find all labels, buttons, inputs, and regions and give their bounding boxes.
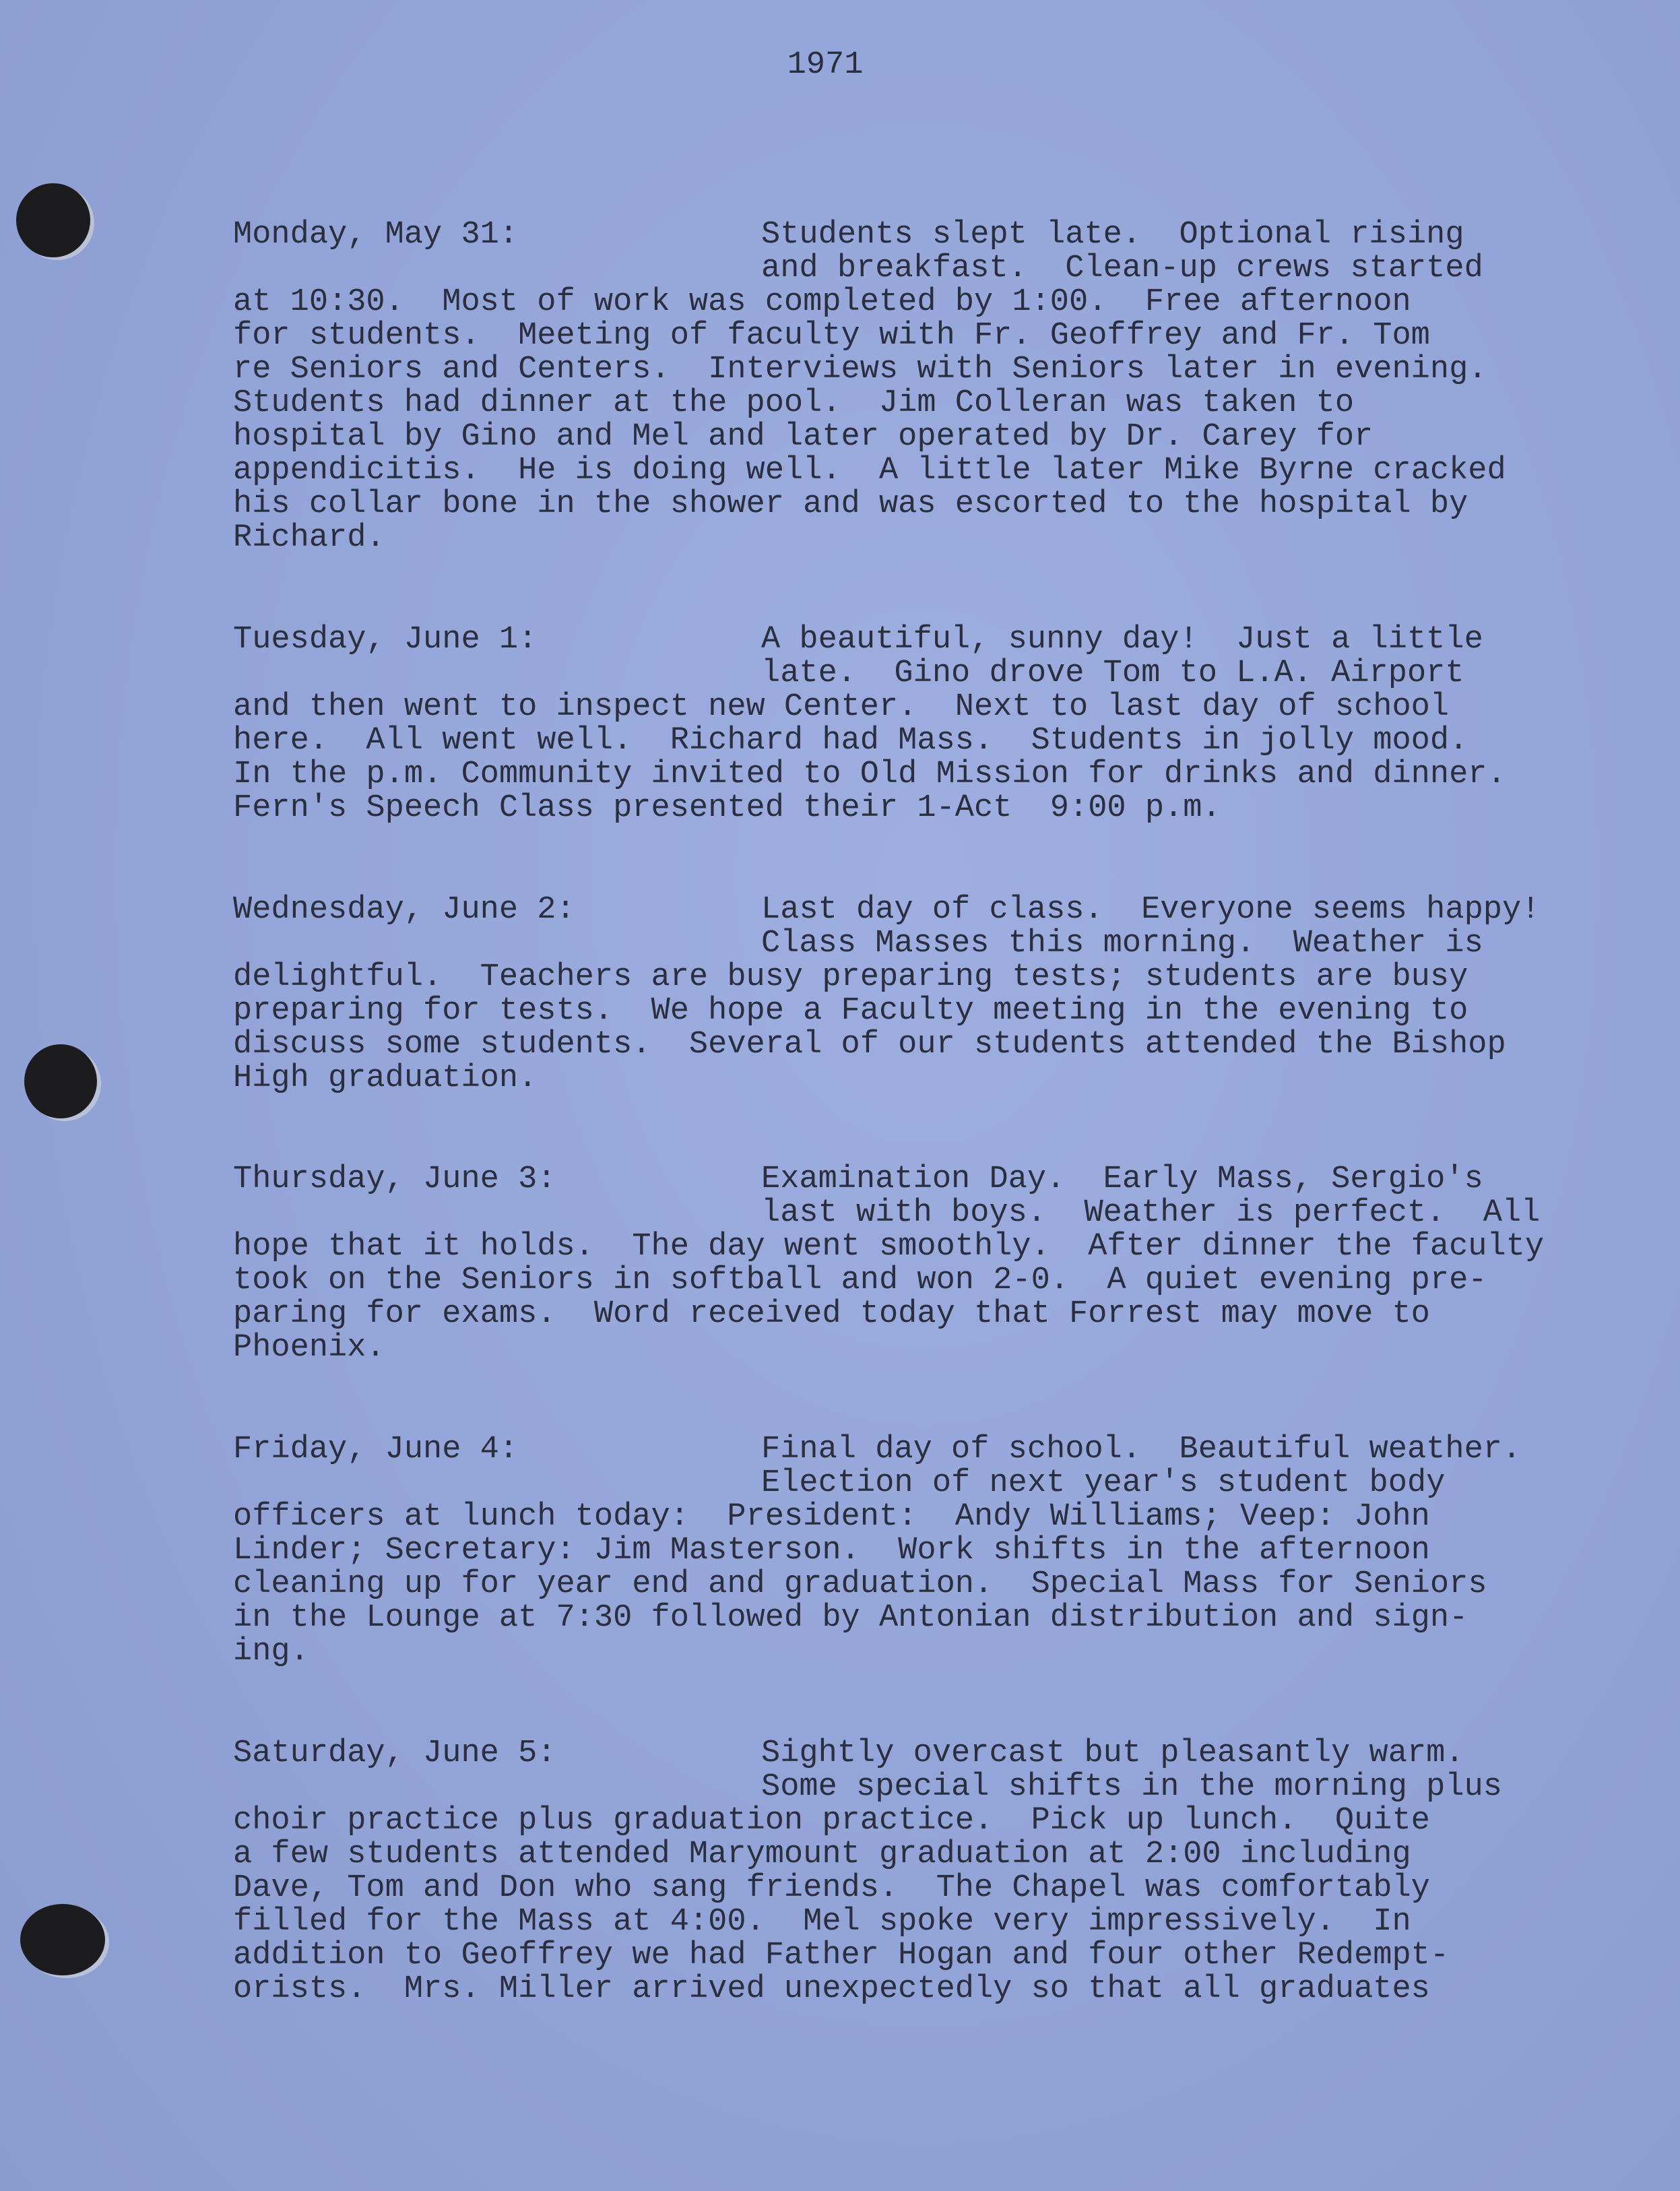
- entry-line: Students slept late. Optional rising: [761, 217, 1464, 253]
- entry-line: his collar bone in the shower and was escorted to the hospital by: [233, 486, 1468, 522]
- diary-entry: [233, 893, 1648, 1096]
- entry-line: filled for the Mass at 4:00. Mel spoke very impressively. In: [233, 1904, 1411, 1940]
- entry-line: A beautiful, sunny day! Just a little: [761, 622, 1483, 658]
- entry-line: ing.: [233, 1634, 309, 1670]
- entry-line: and then went to inspect new Center. Next to last day of school: [233, 689, 1450, 725]
- entry-date: Wednesday, June 2:: [233, 892, 575, 928]
- entry-line: Fern's Speech Class presented their 1-Act 9:00 p.m.: [233, 790, 1221, 826]
- entry-line: for students. Meeting of faculty with Fr. Geoffrey and Fr. Tom: [233, 318, 1430, 354]
- binder-hole-middle: [24, 1044, 97, 1118]
- page-year: 1971: [787, 47, 864, 83]
- entry-line: took on the Seniors in softball and won 2-0. A quiet evening pre-: [233, 1263, 1487, 1298]
- entry-line: officers at lunch today: President: Andy Williams; Veep: John: [233, 1499, 1430, 1535]
- diary-entry: [233, 218, 1648, 555]
- diary-entry: [233, 1433, 1648, 1669]
- entry-line: Sightly overcast but pleasantly warm.: [761, 1736, 1464, 1771]
- entry-line: Richard.: [233, 520, 385, 556]
- entry-date: Friday, June 4:: [233, 1432, 519, 1467]
- entry-line: paring for exams. Word received today that Forrest may move to: [233, 1296, 1430, 1332]
- entry-line: late. Gino drove Tom to L.A. Airport: [761, 656, 1464, 691]
- entry-line: delightful. Teachers are busy preparing tests; students are busy: [233, 959, 1468, 995]
- entry-line: appendicitis. He is doing well. A little later Mike Byrne cracked: [233, 453, 1506, 488]
- entry-line: High graduation.: [233, 1060, 538, 1096]
- entry-line: here. All went well. Richard had Mass. Students in jolly mood.: [233, 723, 1468, 759]
- entry-line: Class Masses this morning. Weather is: [761, 926, 1483, 961]
- entry-line: a few students attended Marymount graduation at 2:00 including: [233, 1837, 1411, 1872]
- entry-line: In the p.m. Community invited to Old Mission for drinks and dinner.: [233, 757, 1506, 792]
- entry-date: Saturday, June 5:: [233, 1736, 556, 1771]
- entry-line: Linder; Secretary: Jim Masterson. Work shifts in the afternoon: [233, 1533, 1430, 1568]
- entry-line: in the Lounge at 7:30 followed by Antonian distribution and sign-: [233, 1600, 1468, 1636]
- diary-entry: [233, 1737, 1648, 2006]
- binder-hole-top: [16, 183, 90, 257]
- entry-date: Monday, May 31:: [233, 217, 519, 253]
- entry-line: and breakfast. Clean-up crews started: [761, 251, 1483, 286]
- entry-line: addition to Geoffrey we had Father Hogan and four other Redempt-: [233, 1938, 1450, 1973]
- diary-entry: [233, 1163, 1648, 1365]
- entry-line: Final day of school. Beautiful weather.: [761, 1432, 1522, 1467]
- entry-line: Students had dinner at the pool. Jim Colleran was taken to: [233, 385, 1355, 421]
- entry-line: Phoenix.: [233, 1330, 385, 1366]
- entry-line: discuss some students. Several of our students attended the Bishop: [233, 1027, 1506, 1062]
- entry-line: re Seniors and Centers. Interviews with Seniors later in evening.: [233, 352, 1487, 387]
- diary-entry: [233, 623, 1648, 825]
- entry-line: at 10:30. Most of work was completed by 1:00. Free afternoon: [233, 284, 1411, 320]
- entry-line: choir practice plus graduation practice. Pick up lunch. Quite: [233, 1803, 1430, 1839]
- entry-line: cleaning up for year end and graduation. Special Mass for Seniors: [233, 1566, 1487, 1602]
- entry-line: hospital by Gino and Mel and later operated by Dr. Carey for: [233, 419, 1374, 455]
- entry-line: preparing for tests. We hope a Faculty meeting in the evening to: [233, 993, 1468, 1029]
- entry-line: Dave, Tom and Don who sang friends. The Chapel was comfortably: [233, 1870, 1430, 1906]
- entry-line: orists. Mrs. Miller arrived unexpectedly so that all graduates: [233, 1971, 1430, 2007]
- entry-line: Examination Day. Early Mass, Sergio's: [761, 1162, 1483, 1197]
- entry-line: last with boys. Weather is perfect. All: [761, 1195, 1541, 1231]
- entry-date: Thursday, June 3:: [233, 1162, 556, 1197]
- entry-line: Election of next year's student body: [761, 1465, 1446, 1501]
- binder-hole-bottom: [20, 1904, 105, 1975]
- entry-line: Some special shifts in the morning plus: [761, 1769, 1502, 1805]
- entry-line: hope that it holds. The day went smoothly. After dinner the faculty: [233, 1229, 1545, 1265]
- entry-date: Tuesday, June 1:: [233, 622, 538, 658]
- entry-line: Last day of class. Everyone seems happy!: [761, 892, 1541, 928]
